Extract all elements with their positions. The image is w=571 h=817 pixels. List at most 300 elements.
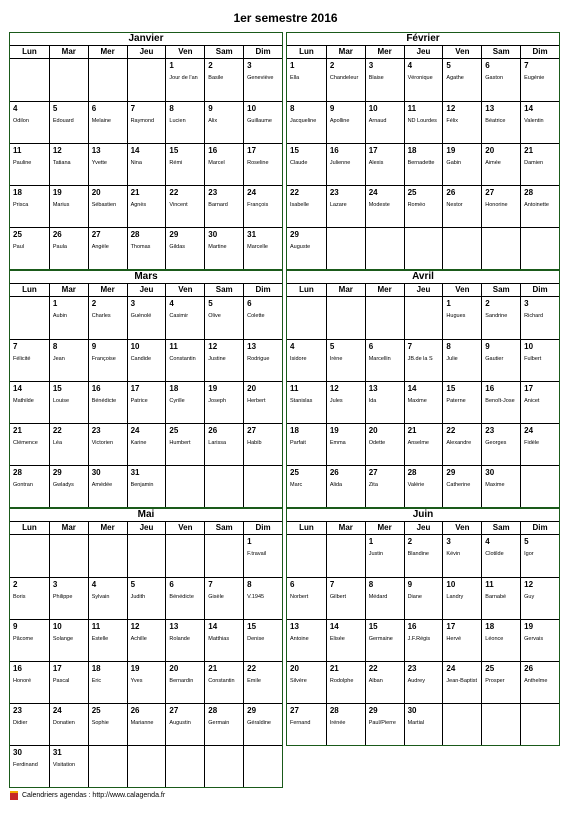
saint-name: Basile: [208, 75, 224, 81]
saint-name: Honorine: [485, 202, 508, 208]
day-cell: [165, 703, 204, 745]
weekday-label: Mer: [365, 46, 404, 58]
saint-name: Gervais: [524, 636, 544, 642]
day-cell: [204, 465, 243, 507]
day-number: 14: [524, 104, 534, 113]
day-number: 18: [91, 664, 101, 673]
day-cell: [10, 465, 49, 507]
day-cell: [481, 297, 520, 339]
day-cell: [442, 143, 481, 185]
day-number: 18: [290, 426, 299, 435]
weekday-label: Mar: [49, 522, 88, 534]
day-cell: [365, 703, 404, 745]
day-number: 30: [485, 468, 495, 477]
saint-name: Constantin: [208, 678, 235, 684]
weekday-label: Mer: [88, 46, 127, 58]
weekday-label: Jeu: [127, 284, 166, 296]
day-number: 3: [524, 299, 529, 308]
day-cell: [204, 185, 243, 227]
day-cell: [404, 619, 443, 661]
saint-name: Joseph: [208, 398, 227, 404]
saint-name: Herbert: [247, 398, 266, 404]
saint-name: Lucien: [169, 118, 186, 124]
day-number: 2: [407, 537, 413, 546]
day-number: 21: [208, 664, 218, 673]
month-juin: [286, 508, 560, 746]
saint-name: Hugues: [446, 313, 466, 319]
saint-name: Bénédicte: [91, 398, 117, 404]
day-cell: [165, 535, 204, 577]
weekday-label: Lun: [22, 285, 37, 294]
day-cell: [404, 185, 443, 227]
day-number: 28: [329, 706, 339, 715]
saint-name: Fulbert: [524, 356, 542, 362]
saint-name: Charles: [91, 313, 111, 319]
saint-name: Bernardin: [169, 678, 194, 684]
saint-name: Angèle: [91, 244, 109, 250]
day-cell: [404, 423, 443, 465]
day-cell: [326, 339, 365, 381]
day-cell: [10, 185, 49, 227]
month-name: Mai: [10, 509, 282, 522]
saint-name: Roméo: [407, 202, 426, 208]
day-number: 3: [130, 299, 136, 308]
day-cell: [165, 619, 204, 661]
weekday-label: Mer: [88, 284, 127, 296]
day-cell: [88, 297, 127, 339]
saint-name: Apolline: [329, 118, 350, 124]
day-cell: [49, 619, 88, 661]
saint-name: Georges: [485, 440, 507, 446]
saint-name: Rodolphe: [329, 678, 354, 684]
day-cell: [49, 423, 88, 465]
day-cell: [287, 465, 326, 507]
day-number: 18: [13, 188, 22, 197]
saint-name: Gisèle: [208, 594, 224, 600]
saint-name: Audrey: [407, 678, 425, 684]
saint-name: Rémi: [169, 160, 183, 166]
month-name: Février: [287, 33, 559, 46]
saint-name: Patrice: [130, 398, 148, 404]
day-cell: [204, 661, 243, 703]
saint-name: Aubin: [52, 313, 67, 319]
saint-name: Colette: [247, 313, 265, 319]
day-cell: [243, 381, 282, 423]
saint-name: Blaise: [368, 75, 384, 81]
day-cell: [365, 59, 404, 101]
day-cell: [481, 143, 520, 185]
saint-name: Agnès: [130, 202, 147, 208]
day-cell: [165, 577, 204, 619]
day-number: 16: [407, 622, 417, 631]
saint-name: Irénée: [329, 720, 346, 726]
saint-name: Jacqueline: [290, 118, 317, 124]
day-number: 20: [368, 426, 378, 435]
day-number: 17: [446, 622, 456, 631]
day-number: 20: [485, 146, 495, 155]
weekday-label: Ven: [442, 46, 481, 58]
saint-name: Larissa: [208, 440, 227, 446]
day-cell: [204, 143, 243, 185]
day-cell: [204, 619, 243, 661]
day-number: 7: [407, 342, 413, 351]
saint-name: Roseline: [247, 160, 269, 166]
day-cell: [520, 619, 559, 661]
day-cell: [165, 339, 204, 381]
day-number: 30: [208, 230, 218, 239]
day-cell: [520, 577, 559, 619]
day-cell: [243, 465, 282, 507]
day-cell: [326, 703, 365, 745]
day-cell: [165, 185, 204, 227]
day-number: 19: [130, 664, 140, 673]
day-cell: [404, 661, 443, 703]
day-number: 7: [208, 580, 213, 589]
day-cell: [88, 535, 127, 577]
day-cell: [49, 535, 88, 577]
day-cell: [165, 423, 204, 465]
weekday-label: Sam: [204, 522, 243, 534]
day-cell: [165, 465, 204, 507]
saint-name: Julienne: [329, 160, 351, 166]
saint-name: Gautier: [485, 356, 504, 362]
day-number: 19: [329, 426, 339, 435]
saint-name: Alban: [368, 678, 383, 684]
saint-name: Thomas: [130, 244, 151, 250]
day-cell: [127, 619, 166, 661]
day-cell: [10, 619, 49, 661]
saint-name: Marianne: [130, 720, 154, 726]
day-cell: [49, 745, 88, 787]
day-number: 12: [524, 580, 534, 589]
day-number: 24: [130, 426, 140, 435]
saint-name: Prisca: [13, 202, 29, 208]
saint-name: Léa: [52, 440, 63, 446]
day-cell: [442, 101, 481, 143]
day-cell: [204, 577, 243, 619]
day-cell: [10, 423, 49, 465]
saint-name: Marcellin: [368, 356, 391, 362]
weekday-label: Jeu: [404, 522, 443, 534]
day-number: 16: [13, 664, 22, 673]
saint-name: Rodrigue: [247, 356, 270, 362]
day-number: 4: [13, 104, 18, 113]
saint-name: Jules: [329, 398, 343, 404]
day-cell: [127, 227, 166, 269]
day-number: 22: [290, 188, 299, 197]
day-number: 24: [52, 706, 62, 715]
saint-name: Arnaud: [368, 118, 387, 124]
saint-name: Géraldine: [247, 720, 271, 726]
saint-name: Vincent: [169, 202, 188, 208]
saint-name: Diane: [407, 594, 422, 600]
saint-name: Benjamin: [130, 482, 154, 488]
day-number: 9: [329, 104, 335, 113]
day-cell: [88, 619, 127, 661]
day-cell: [127, 535, 166, 577]
day-number: 15: [169, 146, 179, 155]
day-number: 29: [169, 230, 179, 239]
saint-name: Louise: [52, 398, 70, 404]
day-number: 11: [13, 146, 22, 155]
saint-name: Jean: [52, 356, 65, 362]
saint-name: Paul/Pierre: [368, 720, 396, 726]
day-cell: [243, 661, 282, 703]
day-cell: [204, 703, 243, 745]
day-cell: [204, 423, 243, 465]
day-cell: [204, 297, 243, 339]
day-cell: [442, 185, 481, 227]
day-number: 31: [52, 748, 62, 757]
day-number: 13: [368, 384, 378, 393]
weekday-header: [10, 46, 282, 59]
day-number: 9: [13, 622, 18, 631]
day-grid: [10, 535, 282, 787]
day-number: 25: [290, 468, 299, 477]
day-number: 24: [247, 188, 257, 197]
day-cell: [520, 465, 559, 507]
day-number: 4: [91, 580, 97, 589]
saint-name: Geneviève: [247, 75, 274, 81]
saint-name: Richard: [524, 313, 544, 319]
day-cell: [127, 661, 166, 703]
day-cell: [243, 535, 282, 577]
day-cell: [365, 185, 404, 227]
saint-name: Emma: [329, 440, 346, 446]
weekday-label: Jeu: [404, 284, 443, 296]
saint-name: Pauline: [13, 160, 32, 166]
day-number: 5: [52, 104, 58, 113]
saint-name: Lazare: [329, 202, 347, 208]
day-cell: [127, 465, 166, 507]
day-cell: [404, 59, 443, 101]
day-number: 22: [247, 664, 257, 673]
day-cell: [365, 661, 404, 703]
day-cell: [287, 59, 326, 101]
day-cell: [243, 227, 282, 269]
day-number: 20: [91, 188, 101, 197]
day-number: 15: [290, 146, 299, 155]
day-number: 3: [52, 580, 58, 589]
saint-name: Habib: [247, 440, 262, 446]
day-cell: [165, 661, 204, 703]
saint-name: Norbert: [290, 594, 309, 600]
day-number: 7: [524, 61, 529, 70]
day-cell: [404, 703, 443, 745]
saint-name: Médard: [368, 594, 388, 600]
day-number: 13: [247, 342, 257, 351]
day-cell: [520, 185, 559, 227]
day-cell: [520, 143, 559, 185]
weekday-label: Dim: [520, 522, 559, 534]
weekday-label: Lun: [299, 523, 314, 532]
day-number: 10: [247, 104, 257, 113]
saint-name: Edouard: [52, 118, 74, 124]
day-cell: [404, 535, 443, 577]
saint-name: Antoinette: [524, 202, 549, 208]
day-cell: [49, 339, 88, 381]
saint-name: Sandrine: [485, 313, 508, 319]
day-cell: [49, 143, 88, 185]
day-cell: [520, 381, 559, 423]
day-cell: [243, 577, 282, 619]
day-cell: [165, 143, 204, 185]
saint-name: Marius: [52, 202, 70, 208]
day-number: 22: [169, 188, 179, 197]
saint-name: Cyrille: [169, 398, 185, 404]
day-cell: [365, 381, 404, 423]
day-number: 8: [368, 580, 374, 589]
day-cell: [287, 101, 326, 143]
day-cell: [88, 227, 127, 269]
day-cell: [365, 227, 404, 269]
day-cell: [520, 423, 559, 465]
weekday-label: Lun: [299, 47, 314, 56]
day-cell: [326, 143, 365, 185]
day-cell: [10, 297, 49, 339]
saint-name: Anthelme: [524, 678, 548, 684]
weekday-label: Mer: [365, 522, 404, 534]
day-number: 28: [524, 188, 534, 197]
day-cell: [287, 381, 326, 423]
saint-name: Stanislas: [290, 398, 313, 404]
weekday-label: Mar: [49, 46, 88, 58]
day-cell: [49, 227, 88, 269]
day-number: 21: [13, 426, 22, 435]
saint-name: Marcelle: [247, 244, 268, 250]
weekday-label: Ven: [165, 46, 204, 58]
saint-name: Gaston: [485, 75, 504, 81]
saint-name: Gildas: [169, 244, 186, 250]
day-number: 5: [446, 61, 451, 70]
saint-name: Pâcome: [13, 636, 34, 642]
day-cell: [243, 423, 282, 465]
saint-name: Anicet: [524, 398, 540, 404]
day-number: 7: [130, 104, 136, 113]
day-number: 27: [290, 706, 299, 715]
saint-name: Gwladys: [52, 482, 74, 488]
day-number: 27: [485, 188, 495, 197]
day-number: 23: [208, 188, 218, 197]
weekday-label: Mar: [326, 522, 365, 534]
saint-name: Olive: [208, 313, 221, 319]
weekday-label: Lun: [22, 523, 37, 532]
day-grid: [287, 297, 559, 507]
day-cell: [88, 381, 127, 423]
day-number: 29: [52, 468, 62, 477]
weekday-label: Mar: [326, 46, 365, 58]
day-cell: [49, 465, 88, 507]
day-cell: [287, 661, 326, 703]
month-mai: [9, 508, 283, 788]
saint-name: Yves: [130, 678, 143, 684]
saint-name: Fernand: [290, 720, 311, 726]
day-number: 2: [208, 61, 213, 70]
weekday-label: Jeu: [127, 46, 166, 58]
day-number: 2: [485, 299, 490, 308]
day-number: 25: [407, 188, 417, 197]
day-cell: [520, 661, 559, 703]
saint-name: Melaine: [91, 118, 111, 124]
day-number: 1: [368, 537, 374, 546]
saint-name: Chandeleur: [329, 75, 359, 81]
day-number: 1: [169, 61, 174, 70]
weekday-label: Ven: [442, 522, 481, 534]
day-number: 14: [329, 622, 339, 631]
month-name: Juin: [287, 509, 559, 522]
saint-name: Igor: [524, 551, 534, 557]
day-number: 4: [407, 61, 413, 70]
day-number: 26: [524, 664, 534, 673]
day-number: 6: [91, 104, 97, 113]
day-number: 4: [485, 537, 490, 546]
saint-name: Estelle: [91, 636, 109, 642]
saint-name: Benoît-Jose: [485, 398, 515, 404]
day-number: 29: [290, 230, 299, 239]
day-cell: [10, 703, 49, 745]
day-number: 23: [13, 706, 22, 715]
saint-name: Didier: [13, 720, 28, 726]
day-number: 17: [130, 384, 140, 393]
day-cell: [49, 661, 88, 703]
day-number: 2: [13, 580, 18, 589]
day-cell: [49, 703, 88, 745]
day-cell: [165, 745, 204, 787]
saint-name: Nestor: [446, 202, 463, 208]
day-number: 8: [290, 104, 295, 113]
saint-name: Augustin: [169, 720, 191, 726]
saint-name: Jour de l'an: [169, 75, 198, 81]
day-number: 19: [52, 188, 62, 197]
day-cell: [287, 423, 326, 465]
day-number: 24: [368, 188, 378, 197]
day-cell: [127, 745, 166, 787]
day-number: 6: [247, 299, 252, 308]
day-cell: [287, 535, 326, 577]
day-cell: [326, 465, 365, 507]
day-cell: [365, 535, 404, 577]
day-number: 23: [329, 188, 339, 197]
day-cell: [88, 745, 127, 787]
day-number: 10: [524, 342, 534, 351]
day-cell: [326, 423, 365, 465]
day-number: 17: [247, 146, 257, 155]
day-cell: [442, 339, 481, 381]
day-number: 21: [130, 188, 140, 197]
day-number: 16: [91, 384, 101, 393]
day-number: 16: [208, 146, 218, 155]
day-cell: [10, 339, 49, 381]
day-cell: [326, 185, 365, 227]
day-cell: [88, 423, 127, 465]
day-cell: [287, 185, 326, 227]
day-number: 13: [485, 104, 495, 113]
day-number: 28: [208, 706, 218, 715]
saint-name: Paul: [13, 244, 25, 250]
weekday-header: [287, 284, 559, 297]
day-number: 10: [130, 342, 140, 351]
day-cell: [481, 227, 520, 269]
day-cell: [442, 423, 481, 465]
weekday-label: Sam: [204, 46, 243, 58]
day-number: 20: [169, 664, 179, 673]
day-cell: [243, 619, 282, 661]
day-cell: [404, 227, 443, 269]
day-number: 14: [407, 384, 417, 393]
saint-name: Zita: [368, 482, 378, 488]
day-cell: [481, 59, 520, 101]
day-number: 23: [407, 664, 417, 673]
